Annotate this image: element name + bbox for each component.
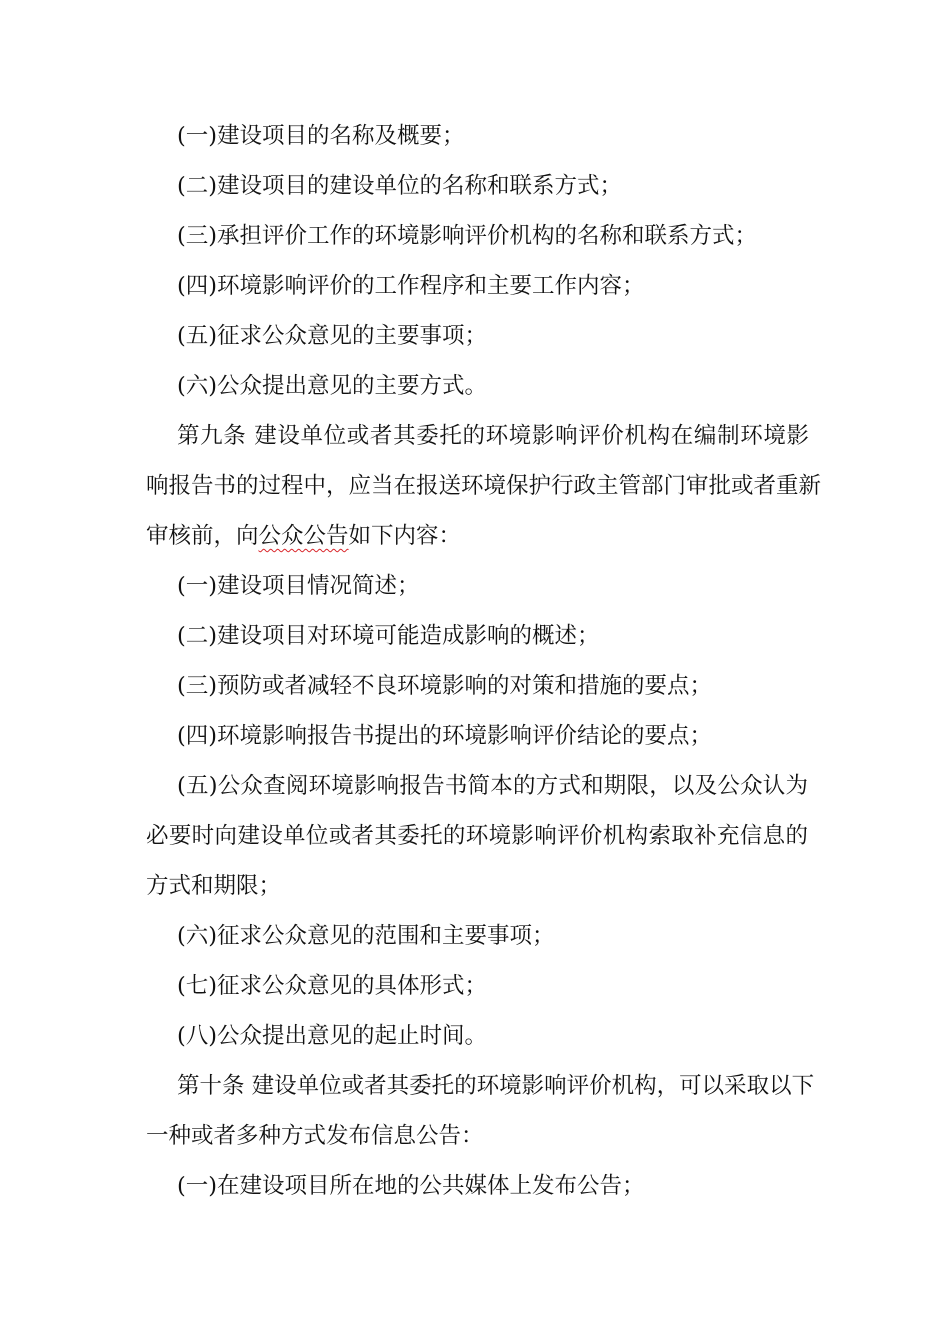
list-item-a7: (七)征求公众意见的具体形式； — [177, 973, 488, 999]
article-9-line-3 — [146, 521, 461, 551]
list-item-a5-line-1: (五)公众查阅环境影响报告书简本的方式和期限，以及公众认为 — [177, 773, 808, 799]
list-item-a1: (一)建设项目情况简述； — [177, 573, 420, 599]
list-item-5: (五)征求公众意见的主要事项； — [177, 323, 488, 349]
article-9-line-2: 响报告书的过程中，应当在报送环境保护行政主管部门审批或者重新 — [146, 473, 822, 499]
article-10-line-2: 一种或者多种方式发布信息公告： — [146, 1123, 484, 1149]
article-10-line-1: 第十条 建设单位或者其委托的环境影响评价机构，可以采取以下 — [177, 1073, 815, 1099]
list-item-1: (一)建设项目的名称及概要； — [177, 123, 465, 149]
list-item-a4: (四)环境影响报告书提出的环境影响评价结论的要点； — [177, 723, 713, 749]
list-item-6: (六)公众提出意见的主要方式。 — [177, 373, 488, 399]
list-item-a6: (六)征求公众意见的范围和主要事项； — [177, 923, 555, 949]
list-item-a2: (二)建设项目对环境可能造成影响的概述； — [177, 623, 600, 649]
article-9-line-1: 第九条 建设单位或者其委托的环境影响评价机构在编制环境影 — [177, 423, 809, 449]
article-9-line-3-start: 审核前，向 — [146, 523, 259, 549]
list-item-3: (三)承担评价工作的环境影响评价机构的名称和联系方式； — [177, 223, 758, 249]
article-9-line-3-end: 如下内容： — [348, 523, 462, 549]
list-item-2: (二)建设项目的建设单位的名称和联系方式； — [177, 173, 623, 199]
list-item-a5-line-2: 必要时向建设单位或者其委托的环境影响评价机构索取补充信息的 — [146, 823, 808, 849]
list-item-4: (四)环境影响评价的工作程序和主要工作内容； — [177, 273, 645, 299]
list-item-a3: (三)预防或者减轻不良环境影响的对策和措施的要点； — [177, 673, 713, 699]
list-item-a5-line-3: 方式和期限； — [146, 873, 282, 899]
spellcheck-marked-text: 公众公告 — [258, 523, 349, 549]
list-item-a8: (八)公众提出意见的起止时间。 — [177, 1023, 488, 1049]
list-item-b1: (一)在建设项目所在地的公共媒体上发布公告； — [177, 1173, 645, 1199]
